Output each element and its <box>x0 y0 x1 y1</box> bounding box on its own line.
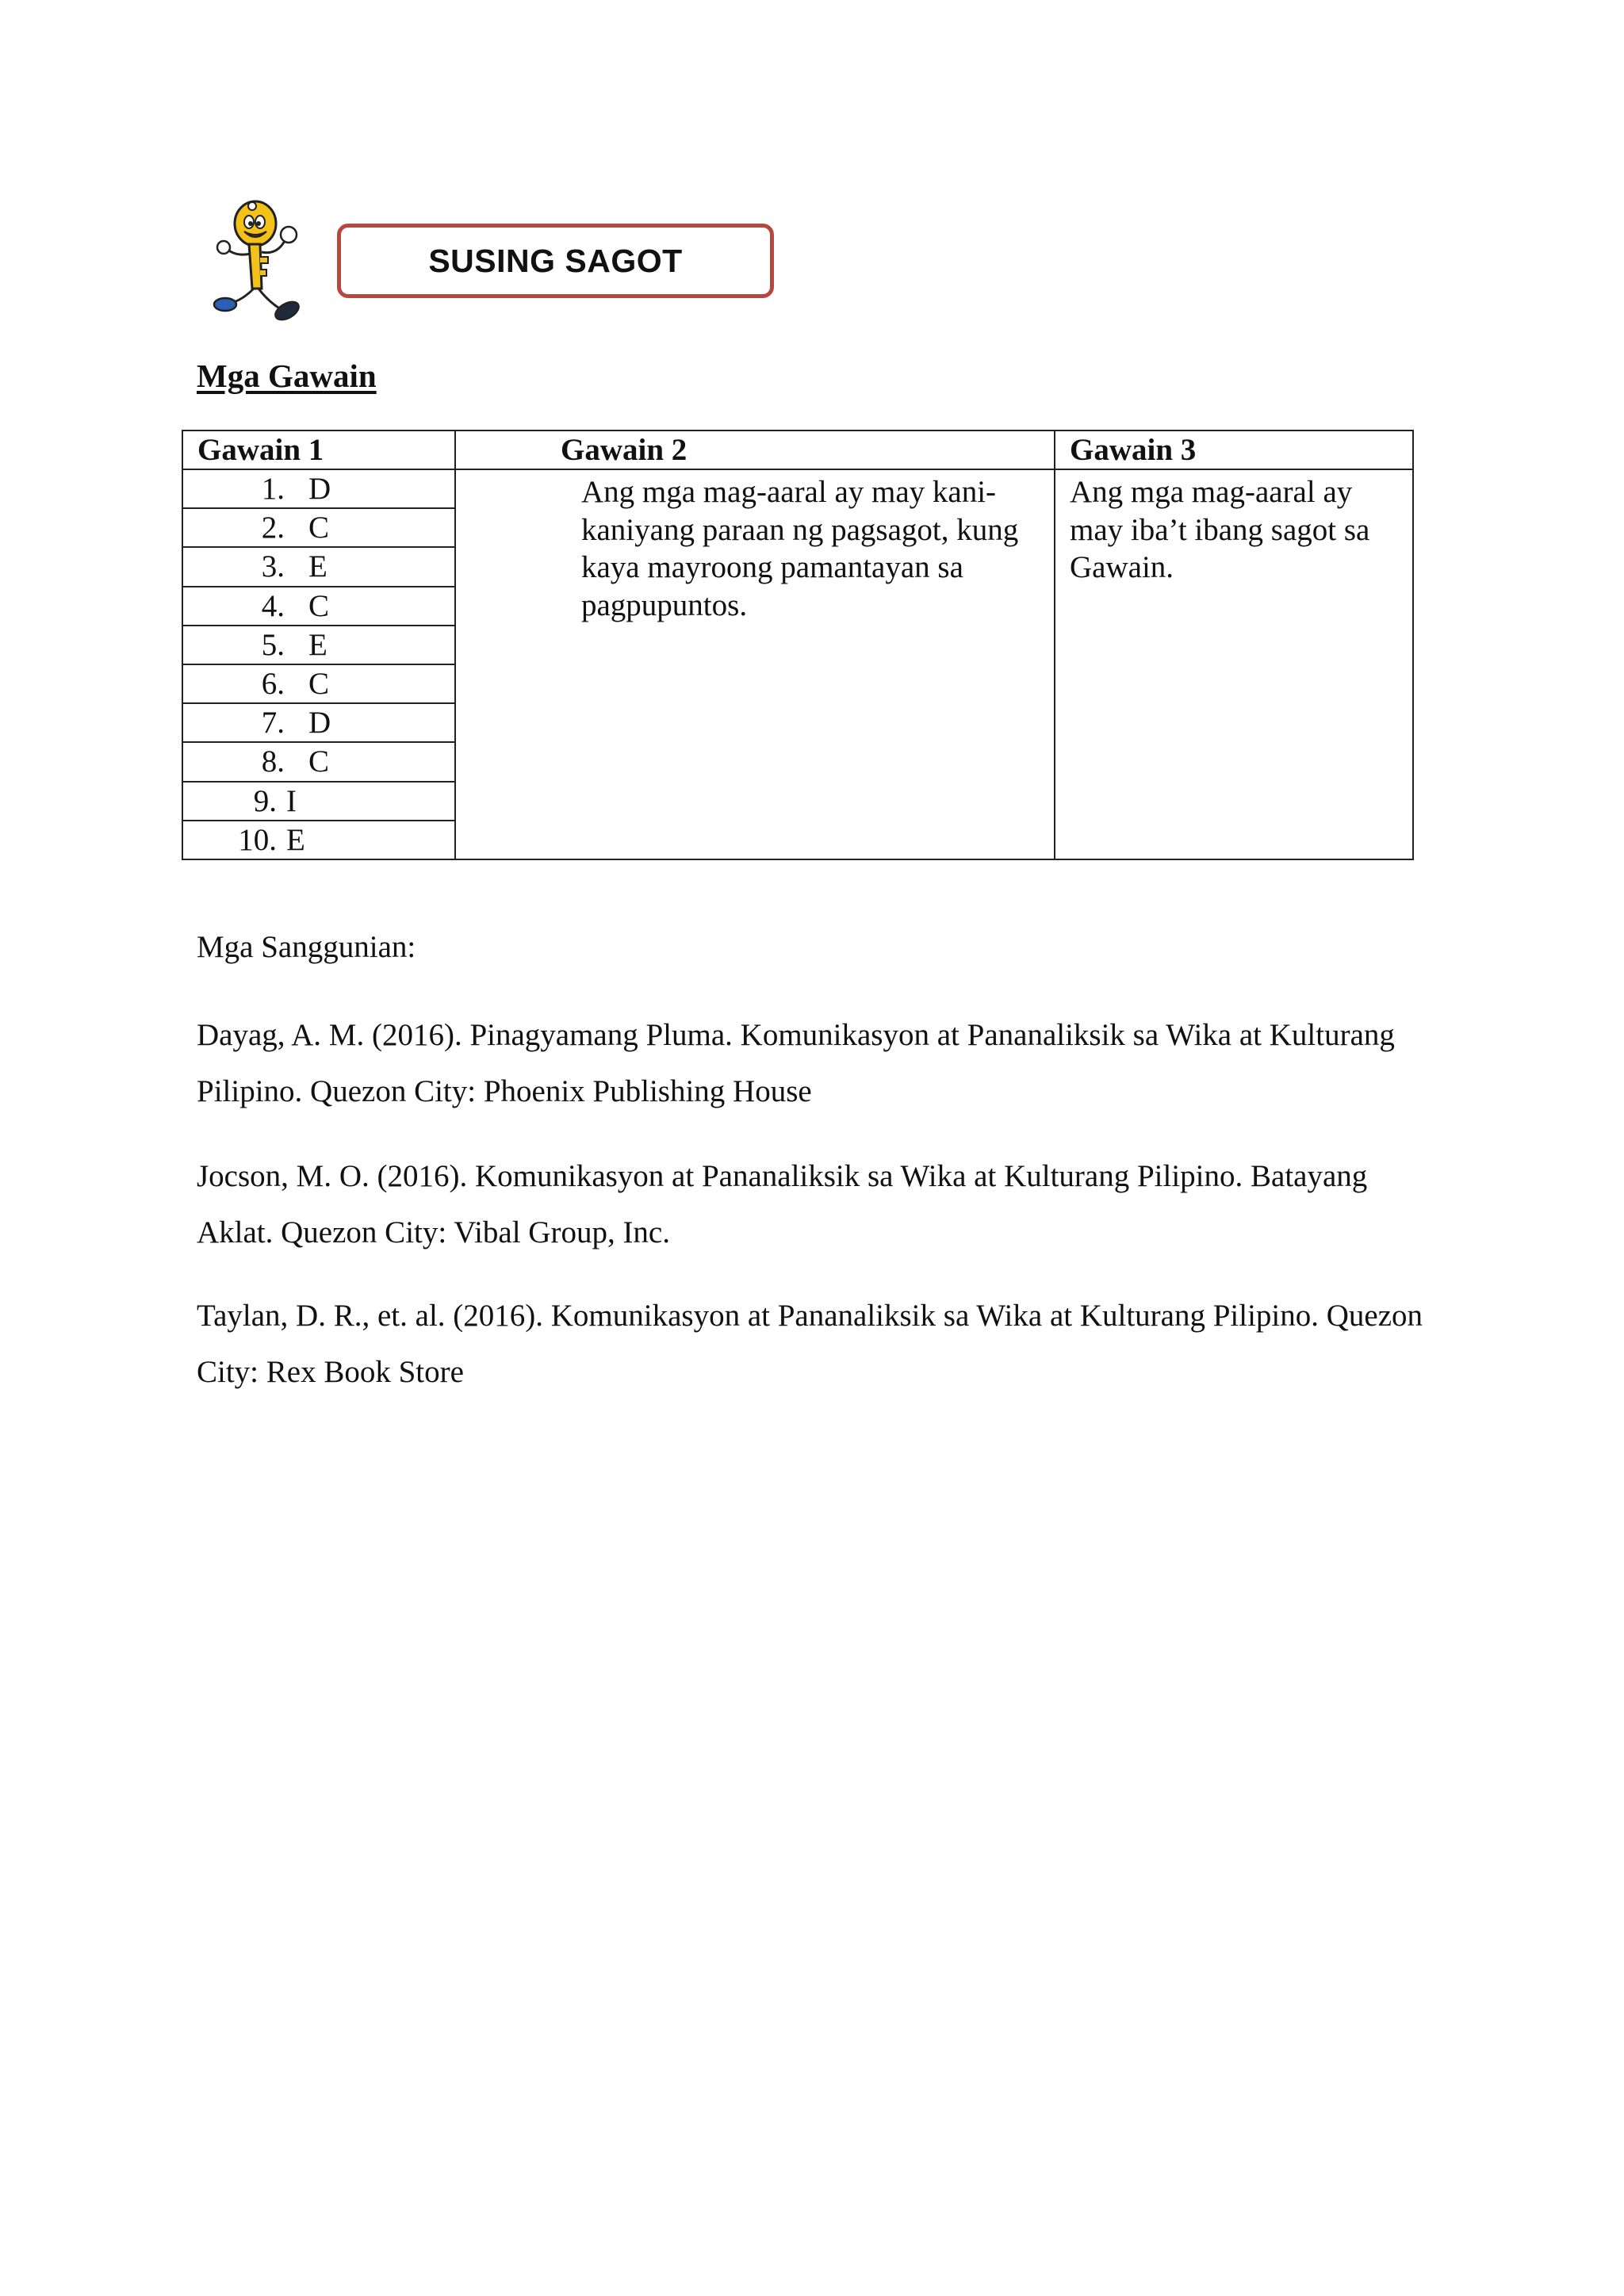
item-number: 9. <box>253 783 277 818</box>
gawain2-answer: Ang mga mag-aaral ay may kani-kaniyang paraan ng pagsagot, kung kaya mayroong pamantayan sa pagpupuntos. <box>455 469 1055 859</box>
gawain1-item <box>182 703 455 742</box>
item-answer: E <box>286 822 305 857</box>
gawain1-item <box>182 626 455 664</box>
item-answer: I <box>286 783 297 818</box>
item-answer: E <box>308 549 327 584</box>
gawain1-item <box>182 782 455 821</box>
item-answer: C <box>308 744 330 779</box>
item-answer: E <box>308 627 327 662</box>
header-gawain-1: Gawain 1 <box>182 430 455 469</box>
item-number: 7. <box>261 706 285 740</box>
gawain1-item <box>182 742 455 781</box>
answer-key-table <box>182 430 1414 860</box>
item-answer: D <box>308 472 331 507</box>
gawain3-answer: Ang mga mag-aaral ay may iba’t ibang sagot sa Gawain. <box>1055 469 1413 859</box>
item-answer: C <box>308 667 330 702</box>
running-key-mascot-icon <box>208 197 308 323</box>
reference-item: Taylan, D. R., et. al. (2016). Komunikasyon at Pananaliksik sa Wika at Kulturang Pilipino. Quezon City: Rex Book Store <box>197 1299 1423 1389</box>
gawain1-item <box>182 547 455 586</box>
gawain1-item <box>182 469 455 508</box>
item-answer: C <box>308 588 330 623</box>
item-number: 6. <box>261 667 285 702</box>
gawain1-item <box>182 821 455 859</box>
table-header-row <box>182 430 1413 469</box>
title-box <box>337 224 774 298</box>
gawain1-item <box>182 664 455 703</box>
item-number: 2. <box>261 511 285 545</box>
item-number: 8. <box>261 744 285 779</box>
page-title: SUSING SAGOT <box>428 242 683 279</box>
table-row <box>182 469 1413 508</box>
item-number: 5. <box>261 627 285 662</box>
item-number: 10. <box>238 822 277 857</box>
item-number: 1. <box>261 472 285 507</box>
reference-item: Jocson, M. O. (2016). Komunikasyon at Pananaliksik sa Wika at Kulturang Pilipino. Batayang Aklat. Quezon City: Vibal Group, Inc. <box>197 1159 1368 1249</box>
reference-item: Dayag, A. M. (2016). Pinagyamang Pluma. Komunikasyon at Pananaliksik sa Wika at Kulturang Pilipino. Quezon City: Phoenix Publishing House <box>197 1018 1395 1108</box>
gawain1-item <box>182 587 455 626</box>
item-answer: C <box>308 511 330 545</box>
item-number: 4. <box>261 588 285 623</box>
header-gawain-2: Gawain 2 <box>455 430 1055 469</box>
section-heading: Mga Gawain <box>197 358 377 394</box>
item-answer: D <box>308 706 331 740</box>
header-gawain-3: Gawain 3 <box>1055 430 1413 469</box>
references-label: Mga Sanggunian: <box>197 930 416 964</box>
item-number: 3. <box>261 549 285 584</box>
gawain1-item <box>182 508 455 547</box>
